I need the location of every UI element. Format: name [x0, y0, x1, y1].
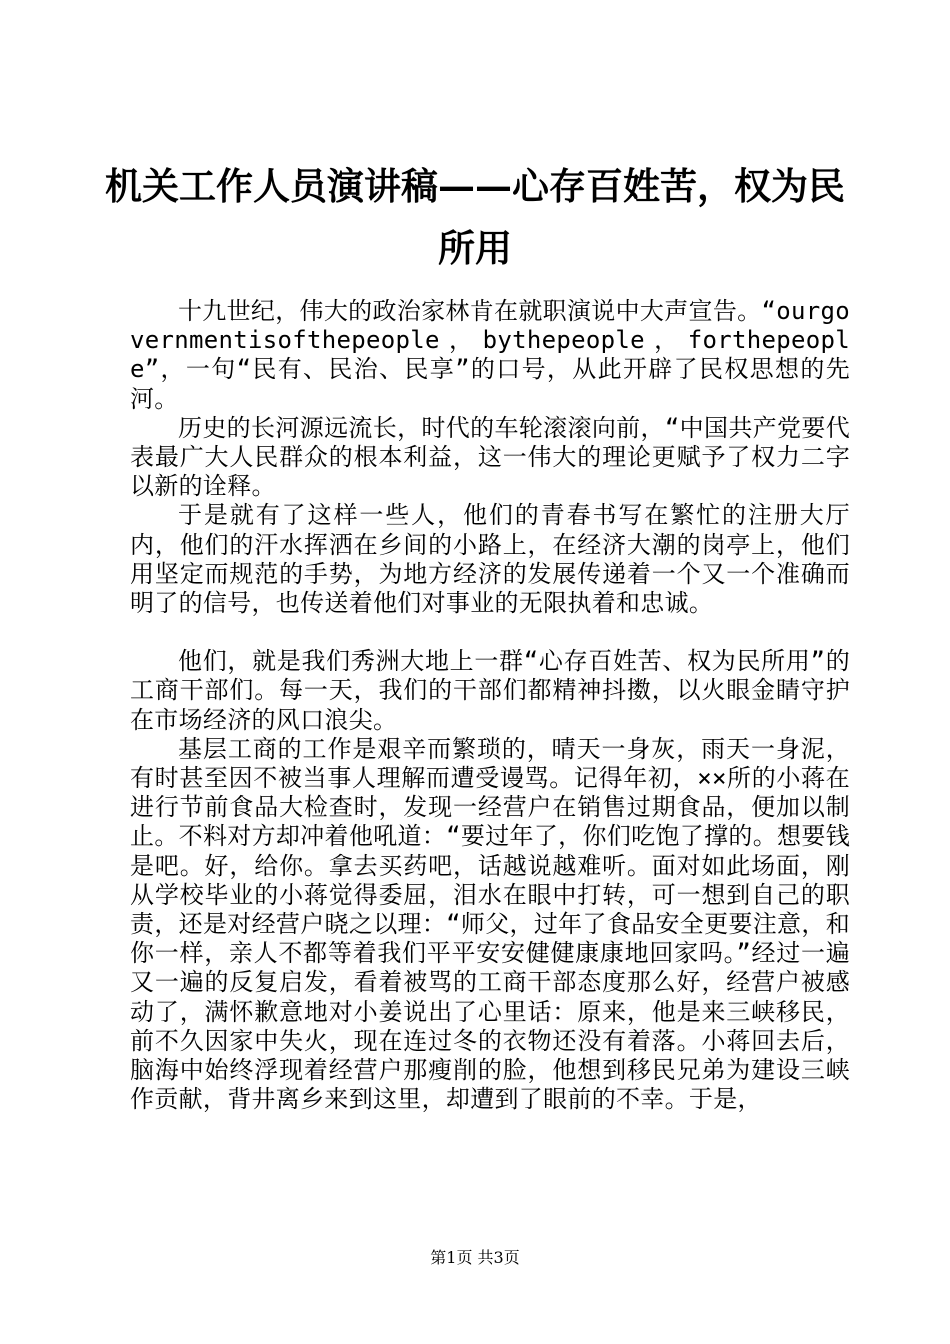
paragraph-1: 十九世纪，伟大的政治家林肯在就职演说中大声宣告。“ourgovernmentisofthepeople，bythepeople，forthepeople”，一句“民有、民治、民享”的口号，从此开辟了民权思想的先河。 [130, 297, 850, 413]
document-title: 机关工作人员演讲稿——心存百姓苦，权为民所用 [105, 164, 845, 270]
paragraph-2: 历史的长河源远流长，时代的车轮滚滚向前，“中国共产党要代表最广大人民群众的根本利益，这一伟大的理论更赋予了权力二字以新的诠释。 [130, 413, 850, 501]
paragraph-5: 基层工商的工作是艰辛而繁琐的，晴天一身灰，雨天一身泥，有时甚至因不被当事人理解而遭受谩骂。记得年初，××所的小蒋在进行节前食品大检查时，发现一经营户在销售过期食品，便加以制止。不料对方却冲着他吼道：“要过年了，你们吃饱了撑的。想要钱是吧。好，给你。拿去买药吧，话越说越难听。面对如此场面，刚从学校毕业的小蒋觉得委屈，泪水在眼中打转，可一想到自己的职责，还是对经营户晓之以理：“师父，过年了食品安全更要注意，和你一样，亲人不都等着我们平平安安健健康康地回家吗。”经过一遍又一遍的反复启发，看着被骂的工商干部态度那么好，经营户被感动了，满怀歉意地对小姜说出了心里话：原来，他是来三峡移民，前不久因家中失火，现在连过冬的衣物还没有着落。小蒋回去后，脑海中始终浮现着经营户那瘦削的脸，他想到移民兄弟为建设三峡作贡献，背井离乡来到这里，却遭到了眼前的不幸。于是， [130, 734, 850, 1114]
paragraph-4: 他们，就是我们秀洲大地上一群“心存百姓苦、权为民所用”的工商干部们。每一天，我们的干部们都精神抖擞，以火眼金睛守护在市场经济的风口浪尖。 [130, 647, 850, 734]
document-body [130, 297, 850, 1114]
paragraph-3: 于是就有了这样一些人，他们的青春书写在繁忙的注册大厅内，他们的汗水挥洒在乡间的小路上，在经济大潮的岗亭上，他们用坚定而规范的手势，为地方经济的发展传递着一个又一个准确而明了的信号，也传送着他们对事业的无限执着和忠诚。 [130, 501, 850, 618]
page-footer: 第1页 共3页 [430, 1248, 520, 1267]
